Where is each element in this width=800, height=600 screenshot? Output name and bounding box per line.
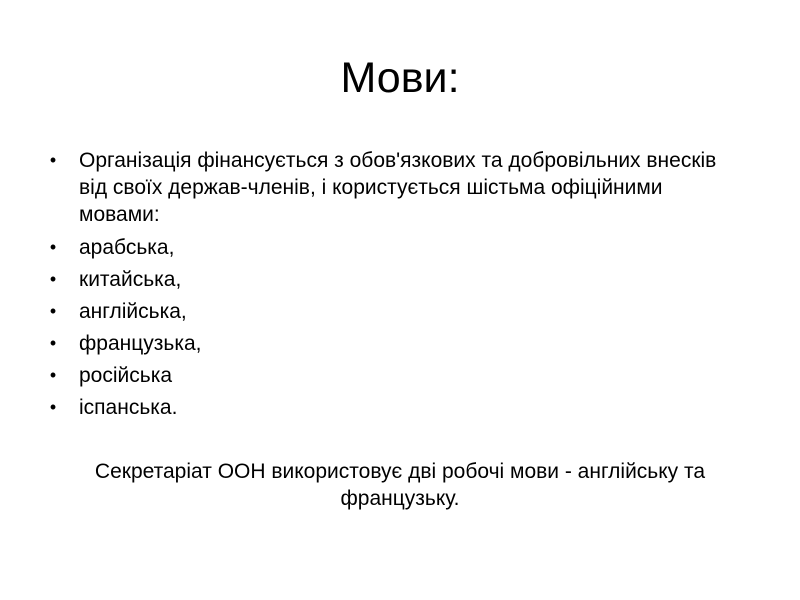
bullet-item-spanish xyxy=(46,394,746,421)
bullet-icon: • xyxy=(49,301,57,321)
bullet-item-chinese xyxy=(46,266,746,293)
bullet-item-french xyxy=(46,330,746,357)
bullet-text: російська xyxy=(79,364,173,387)
bullet-text: Організація фінансується з обов'язкових та добровільних внесків від своїх держав-членів, і користується шістьма офіційними мовами: xyxy=(79,149,717,226)
bullet-icon: • xyxy=(49,365,57,385)
bullet-item-arabic xyxy=(46,234,746,261)
bullet-icon: • xyxy=(49,269,57,289)
bullet-item-english xyxy=(46,298,746,325)
slide-title: Мови: xyxy=(340,54,460,102)
bullet-icon: • xyxy=(49,397,57,417)
bullet-icon: • xyxy=(49,333,57,353)
bullet-list xyxy=(46,147,746,426)
bullet-text: іспанська. xyxy=(79,396,178,419)
bullet-item-russian xyxy=(46,362,746,389)
bullet-text: китайська, xyxy=(79,268,182,291)
bullet-item-intro xyxy=(46,147,746,228)
bullet-text: арабська, xyxy=(79,236,175,259)
secretariat-note: Секретаріат ООН використовує дві робочі мови - англійську та французьку. xyxy=(94,460,706,510)
bullet-icon: • xyxy=(49,237,57,257)
bullet-text: англійська, xyxy=(79,300,187,323)
bullet-text: французька, xyxy=(79,332,202,355)
bullet-icon: • xyxy=(49,150,57,170)
